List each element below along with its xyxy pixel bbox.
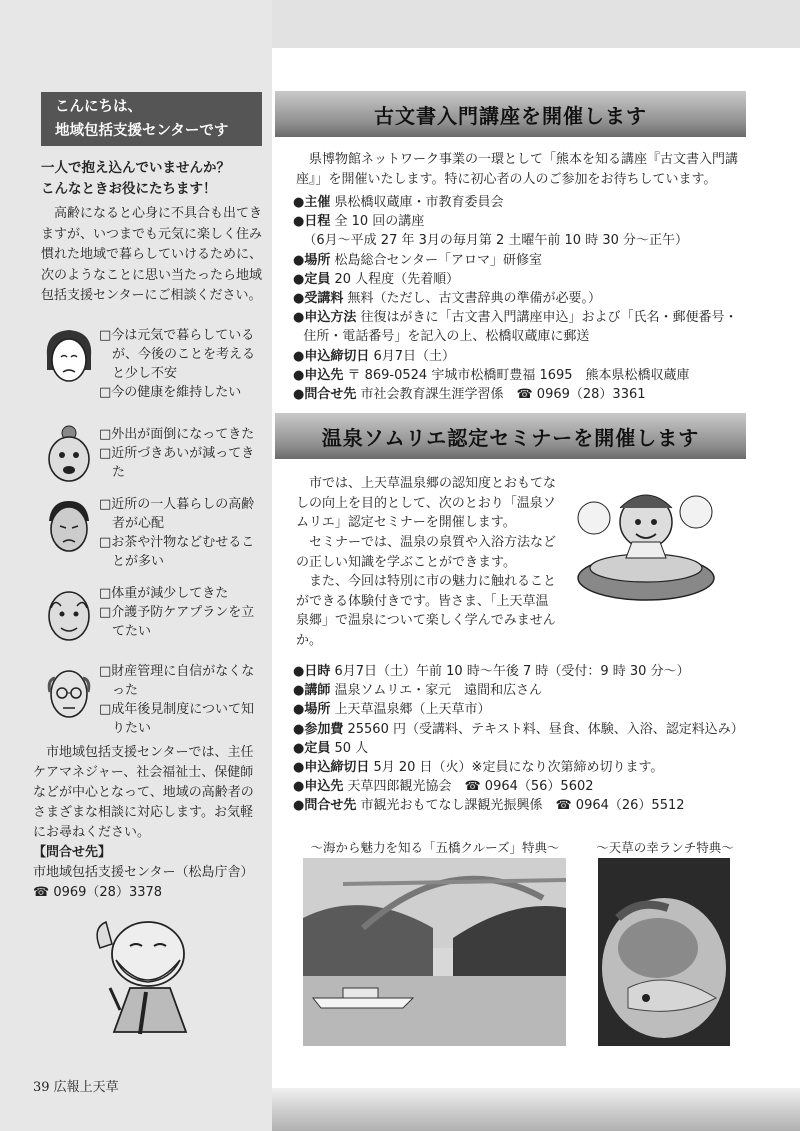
check-item: □近所づきあいが減ってきた [99,446,255,480]
article2-title: 温泉ソムリエ認定セミナーを開催します [321,426,700,450]
bottom-band [272,1088,800,1131]
check-item: □体重が減少してきた [99,586,229,601]
lead-line-1: 一人で抱え込んでいませんか？ [41,160,230,176]
case-1-checks [99,326,265,402]
detail-row: ●申込先 〒 869-0524 宇城市松橋町豊福 1695 熊本県松橋収蔵庫 [293,367,690,383]
lead-line-2: こんなときお役にたちます！ [41,181,217,197]
detail-row: ●場所 松島総合センター「アロマ」研修室 [293,252,542,268]
greeting-line-1: こんにちは、 [55,99,142,115]
sidebar-intro: 高齢になると心身に不具合も出てきますが、いつまでも元気に楽しく住み慣れた地域で暮らしていけるために、次のようなことに思い当たったら地域包括支援センターにご相談ください。 [41,206,263,303]
check-item: □お茶や汁物などむせることが多い [99,535,255,569]
detail-row: ●主催 県松橋収蔵庫・市教育委員会 [293,195,504,210]
detail-row: ●日程 全 10 回の講座 [293,214,425,230]
detail-row: ●申込締切日 5月 20 日（火）※定員になり次第締め切ります。 [293,760,664,776]
check-item: □今は元気で暮らしているが、今後のことを考えると少し不安 [99,328,256,381]
detail-row: 住所・電話番号」を記入の上、松橋収蔵庫に郵送 [303,329,590,345]
elderly-man-icon [41,584,97,646]
page-number: 39 広報上天草 [33,1080,119,1095]
case-2-checks [99,425,265,482]
check-item: □近所の一人暮らしの高齢者が心配 [99,497,255,531]
case-4-checks [99,584,265,641]
contact-tel: ☎ 0969（28）3378 [33,885,163,900]
check-item: □財産管理に自信がなくなった [99,664,255,698]
case-3-checks [99,495,265,571]
detail-row: ●申込先 天草四郎観光協会 ☎ 0964（56）5602 [293,779,594,795]
worried-man-icon [41,495,97,557]
contact-title: 【問合せ先】 [33,845,112,860]
detail-row: ●申込締切日 6月7日（土） [293,348,456,364]
check-item: □成年後見制度について知りたい [99,702,255,736]
seafood-lunch-photo [598,858,730,1046]
article2-intro-3: また、今回は特別に市の魅力に触れることができる体験付きです。皆さま、「上天草温泉郷」で温泉について楽しく学んでみませんか。 [296,574,557,648]
detail-row: ●場所 上天草温泉郷（上天草市） [293,702,491,718]
elderly-woman-icon [41,326,97,388]
onsen-mascot-illustration [572,478,720,602]
detail-row: （6月～平成 27 年 3月の毎月第 2 土曜午前 10 時 30 分～正午） [303,233,689,249]
article2-intro-1: 市では、上天草温泉郷の認知度とおもてなしの向上を目的として、次のとおり「温泉ソムリエ」認定セミナーを開催します。 [296,476,557,530]
contact-name: 市地域包括支援センター（松島庁舎） [33,865,254,880]
detail-row: ●申込方法 往復はがきに「古文書入門講座申込」および「氏名・郵便番号・ [293,310,738,326]
caption-lunch: ～天草の幸ランチ特典～ [596,840,734,855]
greeting-line-2: 地域包括支援センターです [55,123,229,139]
greeting-heading [41,92,262,146]
check-item: □今の健康を維持したい [99,385,242,400]
check-item: □介護予防ケアプランを立てたい [99,605,255,639]
detail-row: ●講師 温泉ソムリエ・家元 遠間和広さん [293,683,543,699]
article1-intro: 県博物館ネットワーク事業の一環として「熊本を知る講座『古文書入門講座』」を開催いたします。特に初心者の人のご参加をお待ちしています。 [296,152,739,187]
elderly-mascot-illustration [90,908,200,1038]
article2-banner [275,413,746,459]
caption-cruise: ～海から魅力を知る「五橋クルーズ」特典～ [310,840,560,855]
article1-banner [275,91,746,137]
elderly-woman-icon [41,425,97,487]
article2-details [293,662,753,816]
article1-title: 古文書入門講座を開催します [374,104,647,128]
article2-intro-2: セミナーでは、温泉の泉質や入浴方法などの正しい知識を学ぶことができます。 [296,535,557,570]
bridge-cruise-photo [303,858,566,1046]
sidebar-outro: 市地域包括支援センターでは、主任ケアマネジャー、社会福祉士、保健師などが中心となって、地域の高齢者のさまざまな相談に対応します。お気軽にお尋ねください。 [33,745,254,840]
detail-row: ●問合せ先 市観光おもてなし課観光振興係 ☎ 0964（26）5512 [293,798,685,814]
detail-row: ●参加費 25560 円（受講料、テキスト料、昼食、体験、入浴、認定料込み） [293,721,744,737]
detail-row: ●受講料 無料（ただし、古文書辞典の準備が必要。） [293,291,601,307]
detail-row: ●定員 20 人程度（先着順） [293,271,460,287]
check-item: □外出が面倒になってきた [99,427,255,442]
detail-row: ●問合せ先 市社会教育課生涯学習係 ☎ 0969（28）3361 [293,387,646,403]
detail-row: ●日時 6月7日（土）午前 10 時～午後 7 時（受付：9 時 30 分～） [293,664,690,679]
case-5-checks [99,662,265,738]
top-band [272,0,800,48]
sidebar-contact [33,843,263,903]
article1-details [293,193,753,404]
detail-row: ●定員 50 人 [293,740,369,756]
elderly-man-glasses-icon [41,662,97,724]
sidebar-lead [41,158,266,200]
